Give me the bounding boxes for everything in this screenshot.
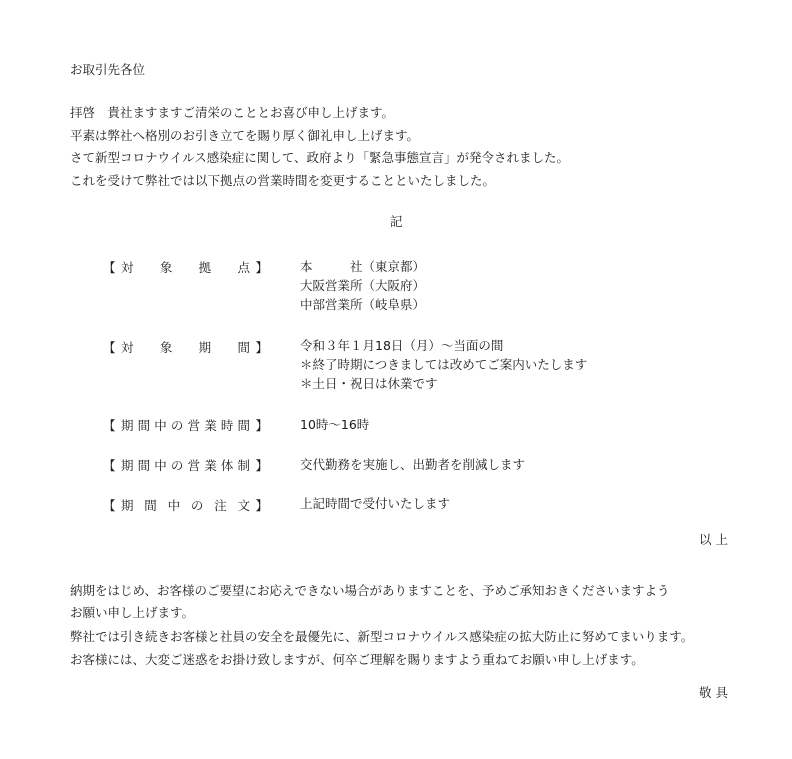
label-char: 中 (154, 418, 167, 433)
label-char: 時 (220, 418, 234, 433)
label-char: 点 (237, 260, 250, 275)
label-char: 体 (220, 458, 234, 473)
label-char: 営 (187, 418, 201, 433)
label-char: 対 (121, 340, 134, 355)
label-char: 間 (137, 458, 151, 473)
label-char: 期 (121, 498, 134, 513)
closing-line: 弊社では引き続きお客様と社員の安全を最優先に、新型コロナウイルス感染症の拡大防止に努めてまいります。 (70, 629, 694, 644)
intro-line: 平素は弊社へ格別のお引き立てを賜り厚く御礼申し上げます。 (70, 128, 420, 143)
label-char: の (170, 458, 184, 473)
label-char: 文 (237, 498, 250, 513)
label-char: の (170, 418, 184, 433)
intro-line: これを受けて弊社では以下拠点の営業時間を変更することといたしました。 (70, 173, 496, 188)
label-char: 期 (198, 340, 212, 355)
label-char: 中 (154, 458, 167, 473)
item-value: ＊土日・祝日は休業です (300, 376, 438, 391)
label-char: 業 (204, 458, 217, 473)
label-char: 間 (137, 418, 151, 433)
item-value: ＊終了時期につきましては改めてご案内いたします (300, 357, 588, 372)
item-value: 大阪営業所（大阪府） (300, 278, 426, 293)
item-value: 本 社（東京都） (300, 259, 426, 274)
label-char: 期 (121, 458, 134, 473)
label-char: 業 (204, 418, 217, 433)
ki-heading: 記 (390, 214, 403, 229)
closing-line: お願い申し上げます。 (70, 605, 195, 620)
label-char: の (190, 498, 204, 513)
keigu: 敬 具 (699, 685, 728, 700)
label-char: 期 (121, 418, 134, 433)
label-char: 注 (214, 498, 227, 513)
label-char: 営 (187, 458, 201, 473)
intro-line: 拝啓 貴社ますますご清栄のこととお喜び申し上げます。 (70, 105, 395, 120)
closing-line: お客様には、大変ご迷惑をお掛け致しますが、何卒ご理解を賜りますよう重ねてお願い申し上げます。 (70, 652, 644, 667)
ijo: 以 上 (699, 532, 728, 547)
item-value: 中部営業所（岐阜県） (300, 297, 426, 312)
label-char: 間 (237, 340, 250, 355)
closing-line: 納期をはじめ、お客様のご要望にお応えできない場合がありますことを、予めご承知おきくださいますよう (70, 583, 670, 598)
label-char: 象 (159, 340, 173, 355)
item-value: 令和３年１月18日（月）～当面の間 (300, 338, 504, 353)
label-char: 象 (159, 260, 173, 275)
intro-line: さて新型コロナウイルス感染症に関して、政府より「緊急事態宣言」が発令されました。 (70, 150, 570, 165)
item-value: 10時～16時 (300, 417, 370, 432)
label-char: 間 (237, 418, 250, 433)
label-char: 対 (121, 260, 134, 275)
label-char: 制 (237, 458, 250, 473)
label-char: 拠 (198, 260, 212, 275)
item-value: 上記時間で受付いたします (300, 496, 451, 511)
label-char: 間 (144, 498, 157, 513)
label-char: 中 (167, 498, 181, 513)
item-value: 交代勤務を実施し、出勤者を削減します (300, 457, 526, 472)
addressee: お取引先各位 (70, 62, 146, 77)
